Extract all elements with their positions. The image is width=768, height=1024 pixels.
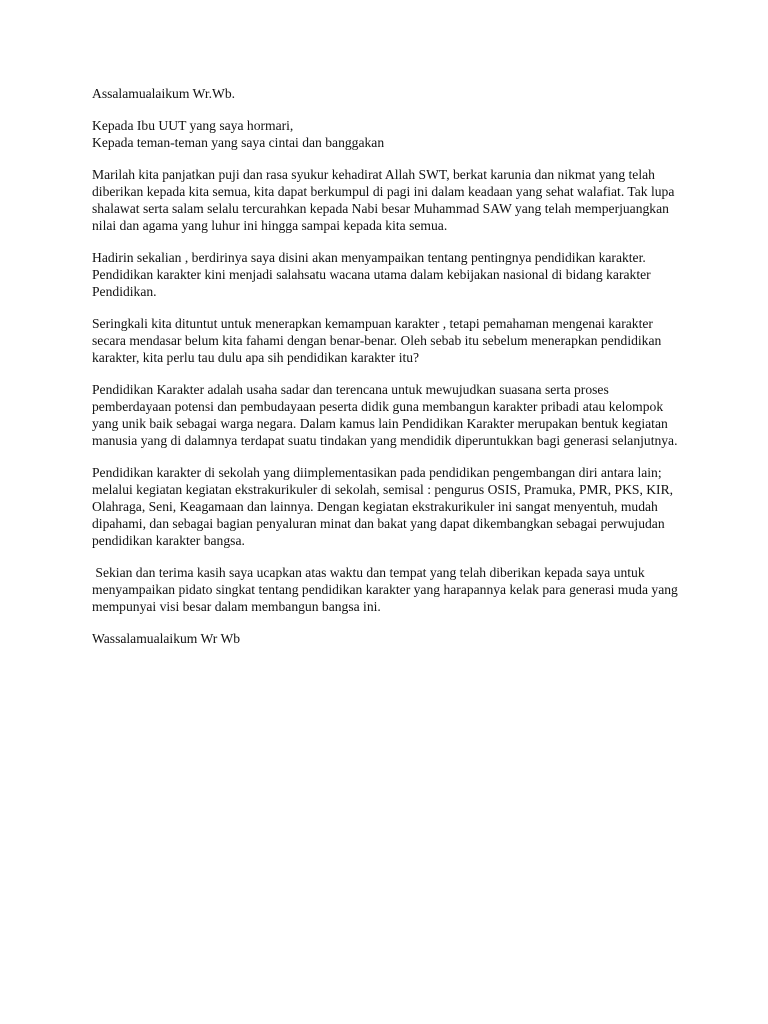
- paragraph-definition: Pendidikan Karakter adalah usaha sadar dan terencana untuk mewujudkan suasana serta proses pemberdayaan potensi dan pembudayaan peserta didik guna membangun karakter pribadi atau kelompok yang unik baik sebagai warga negara. Dalam kamus lain Pendidikan Karakter merupakan bentuk kegiatan manusia yang di dalamnya terdapat suatu tindakan yang mendidik diperuntukkan bagi generasi selanjutnya.: [92, 382, 678, 448]
- closing-salutation: Wassalamualaikum Wr Wb: [92, 631, 241, 646]
- greeting: Assalamualaikum Wr.Wb.: [92, 86, 236, 101]
- paragraph-question: Seringkali kita dituntut untuk menerapkan kemampuan karakter , tetapi pemahaman mengenai karakter secara mendasar belum kita fahami dengan benar-benar. Oleh sebab itu sebelum menerapkan pendidikan karakter, kita perlu tau dulu apa sih pendidikan karakter itu?: [92, 316, 662, 365]
- paragraph-opening: Marilah kita panjatkan puji dan rasa syukur kehadirat Allah SWT, berkat karunia dan nikmat yang telah diberikan kepada kita semua, kita dapat berkumpul di pagi ini dalam keadaan yang sehat walafiat. Tak lupa shalawat serta salam selalu tercurahkan kepada Nabi besar Muhammad SAW yang telah memperjuangkan nilai dan agama yang luhur ini hingga sampai kepada kita semua.: [92, 167, 675, 233]
- paragraph-implementation: Pendidikan karakter di sekolah yang diimplementasikan pada pendidikan pengembangan diri antara lain; melalui kegiatan kegiatan ekstrakurikuler di sekolah, semisal : pengurus OSIS, Pramuka, PMR, PKS, KIR, Olahraga, Seni, Keagamaan dan lainnya. Dengan kegiatan ekstrakurikuler ini sangat menyentuh, mudah dipahami, dan sebagai bagian penyaluran minat dan bakat yang dapat dikembangkan sebagai perwujudan pendidikan karakter bangsa.: [92, 465, 674, 548]
- paragraph-closing-thanks: Sekian dan terima kasih saya ucapkan atas waktu dan tempat yang telah diberikan kepada saya untuk menyampaikan pidato singkat tentang pendidikan karakter yang harapannya kelak para generasi muda yang mempunyai visi besar dalam membangun bangsa ini.: [92, 565, 682, 614]
- address-line: Kepada Ibu UUT yang saya hormari,: [92, 118, 294, 133]
- speech-text: [92, 85, 684, 647]
- paragraph-topic: Hadirin sekalian , berdirinya saya disini akan menyampaikan tentang pentingnya pendidikan karakter. Pendidikan karakter kini menjadi salahsatu wacana utama dalam kebijakan nasional di bidang karakter Pendidikan.: [92, 250, 651, 299]
- address-line: Kepada teman-teman yang saya cintai dan banggakan: [92, 135, 385, 150]
